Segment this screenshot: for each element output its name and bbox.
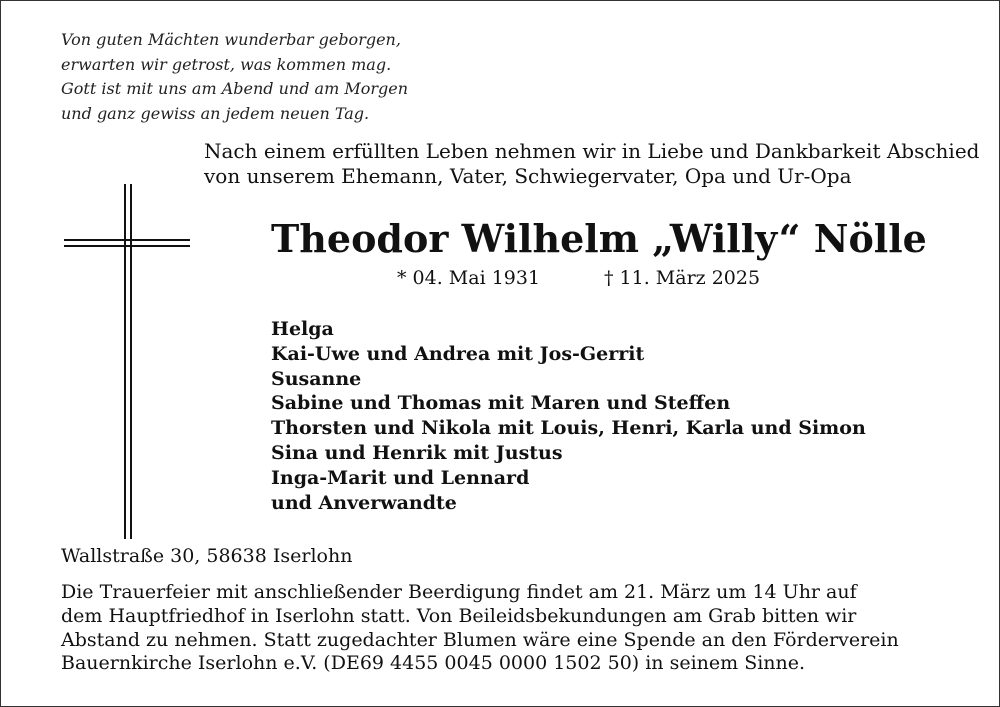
- list-item: Thorsten und Nikola mit Louis, Henri, Karla und Simon: [271, 417, 866, 440]
- poem-line: Von guten Mächten wunderbar geborgen,: [61, 30, 401, 49]
- list-item: Susanne: [271, 367, 362, 390]
- intro-line: von unserem Ehemann, Vater, Schwiegervater, Opa und Ur-Opa: [204, 164, 852, 188]
- poem: [61, 28, 408, 126]
- funeral-line: Die Trauerfeier mit anschließender Beerdigung findet am 21. März um 14 Uhr auf: [61, 581, 857, 603]
- deceased-name: Theodor Wilhelm „Willy“ Nölle: [271, 216, 927, 261]
- death-date: † 11. März 2025: [604, 267, 761, 289]
- poem-line: und ganz gewiss an jedem neuen Tag.: [61, 103, 370, 123]
- list-item: Kai-Uwe und Andrea mit Jos-Gerrit: [271, 342, 645, 365]
- list-item: Sabine und Thomas mit Maren und Steffen: [271, 392, 731, 415]
- poem-line: erwarten wir getrost, was kommen mag.: [61, 54, 392, 74]
- funeral-line: dem Hauptfriedhof in Iserlohn statt. Von Beileidsbekundungen am Grab bitten wir: [61, 604, 857, 627]
- list-item: Helga: [271, 318, 334, 340]
- list-item: Sina und Henrik mit Justus: [271, 441, 563, 464]
- intro-line: Nach einem erfüllten Leben nehmen wir in Liebe und Dankbarkeit Abschied: [204, 139, 980, 163]
- birth-date: * 04. Mai 1931: [397, 267, 541, 289]
- family-list: [271, 317, 866, 515]
- intro-text: [204, 139, 979, 189]
- funeral-info: [61, 581, 899, 676]
- list-item: Inga-Marit und Lennard: [271, 466, 530, 489]
- cross-icon: [64, 184, 190, 539]
- funeral-line: Abstand zu nehmen. Statt zugedachter Blumen wäre eine Spende an den Förderverein: [61, 628, 899, 651]
- funeral-line: Bauernkirche Iserlohn e.V. (DE69 4455 0045 0000 1502 50) in seinem Sinne.: [61, 652, 806, 675]
- list-item: und Anverwandte: [271, 491, 457, 514]
- poem-line: Gott ist mit uns am Abend und am Morgen: [61, 79, 409, 98]
- address: Wallstraße 30, 58638 Iserlohn: [61, 545, 353, 567]
